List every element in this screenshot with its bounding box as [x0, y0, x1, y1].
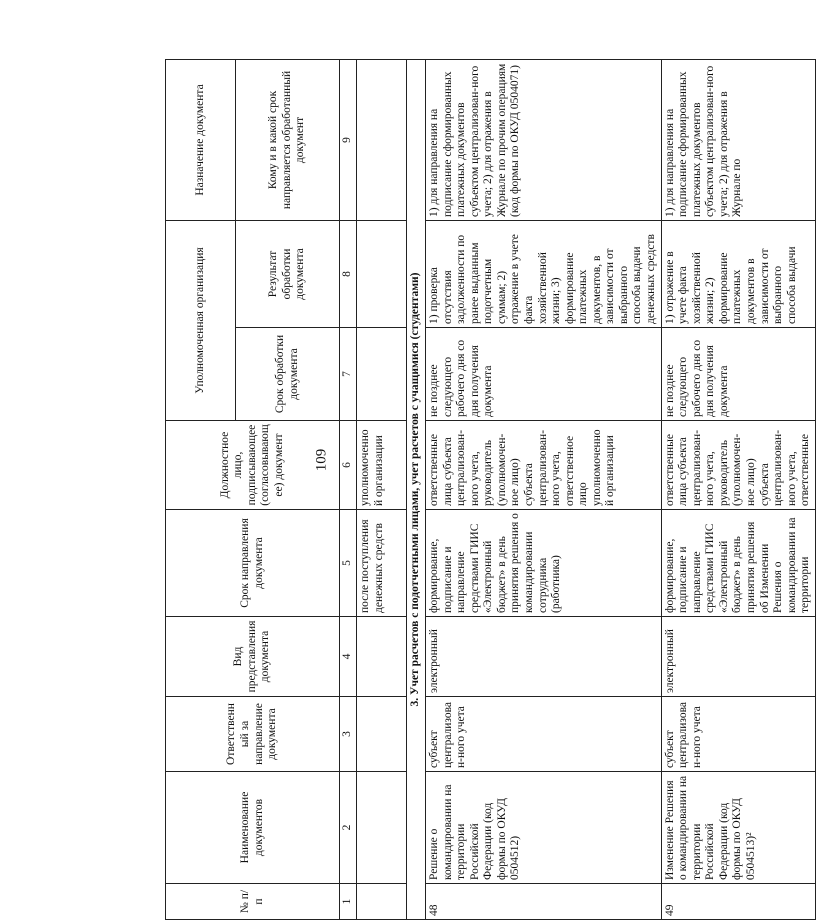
row-responsible: субъект централизован-ного учета: [661, 697, 815, 772]
cont-empty: [357, 884, 407, 920]
row-responsible: субъект централизован-ного учета: [426, 697, 662, 772]
cont-empty: [357, 59, 407, 220]
rotated-table-wrapper: [165, 60, 812, 920]
header-recipient: Кому и в какой срок направляется обработанный документ: [236, 59, 340, 220]
header-view: Вид представления документа: [166, 617, 340, 697]
page-number: 109: [313, 448, 330, 472]
column-number: 1: [340, 884, 357, 920]
column-number: 4: [340, 617, 357, 697]
cont-empty: [357, 772, 407, 884]
header-purpose: Назначение документа: [166, 59, 236, 220]
cont-empty: [357, 328, 407, 421]
header-name: Наименование документов: [166, 772, 340, 884]
cont-empty: [357, 697, 407, 772]
header-responsible: Ответственный за направление документа: [166, 697, 340, 772]
column-number: 9: [340, 59, 357, 220]
row-num: 48: [426, 884, 662, 920]
row-recipient: 1) для направления на подписание сформированных платежных документов субъектом централизован-ного учета; 2) для отражения в Журнале по: [661, 59, 815, 220]
documents-table: [165, 59, 816, 920]
table-row: [661, 59, 815, 919]
row-recipient: 1) для направления на подписание сформированных платежных документов субъектом централизован-ного учета; 2) для отражения в Журнале по прочим операциям (код формы по ОКУД 0504071): [426, 59, 662, 220]
header-processing-term: Срок обработки документа: [236, 328, 340, 421]
continuation-row: [357, 59, 407, 919]
header-official: Должностное лицо, подписывающее (согласовывающее) документ: [166, 421, 340, 510]
column-number: 5: [340, 510, 357, 617]
row-view: электронный: [426, 617, 662, 697]
header-authorized-org: Уполномоченная организация: [166, 220, 236, 420]
row-processing-term: не позднее следующего рабочего дня со дня получения документа: [426, 328, 662, 421]
header-term: Срок направления документа: [166, 510, 340, 617]
section-row: [407, 59, 426, 919]
row-num: 49: [661, 884, 815, 920]
column-number: 6: [340, 421, 357, 510]
row-name: Решение о командировании на территории Российской Федерации (код формы по ОКУД 0504512): [426, 772, 662, 884]
cont-term: после поступления денежных средств: [357, 510, 407, 617]
row-term: формирование, подписание и направление средствами ГИИС «Электронный бюджет» в день принятия решения о командировании сотрудника (работника): [426, 510, 662, 617]
column-number: 7: [340, 328, 357, 421]
row-name: Изменение Решения о командировании на территории Российской Федерации (код формы по ОКУД 0504513)²: [661, 772, 815, 884]
column-number: 2: [340, 772, 357, 884]
header-num: № п/п: [166, 884, 340, 920]
header-row-1: [166, 59, 236, 919]
row-official: ответственные лица субъекта централизован-ного учета, руководитель (уполномочен-ное лицо) субъекта централизован-ного учета, ответственные: [661, 421, 815, 510]
cont-empty: [357, 220, 407, 327]
column-number: 8: [340, 220, 357, 327]
table-row: [426, 59, 662, 919]
cont-empty: [357, 617, 407, 697]
header-processing-result: Результат обработки документа: [236, 220, 340, 327]
row-processing-term: не позднее следующего рабочего дня со дня получения документа: [661, 328, 815, 421]
column-number: 3: [340, 697, 357, 772]
cont-official: уполномоченной организации: [357, 421, 407, 510]
row-view: электронный: [661, 617, 815, 697]
row-official: ответственные лица субъекта централизован-ного учета, руководитель (уполномочен-ное лицо) субъекта централизован-ного учета, ответственное лицо уполномоченной организации: [426, 421, 662, 510]
row-term: формирование, подписание и направление средствами ГИИС «Электронный бюджет» в день принятия решения об Изменении Решения о командировании на территории: [661, 510, 815, 617]
column-numbers-row: [340, 59, 357, 919]
section-title: 3. Учет расчетов с подотчетными лицами, учет расчетов с учащимися (студентами): [407, 59, 426, 919]
row-processing-result: 1) отражение в учете факта хозяйственной жизни; 2) формирование платежных документов в зависимости от выбранного способа выдачи: [661, 220, 815, 327]
row-processing-result: 1) проверка отсутствия задолженности по ранее выданным подотчетным суммам; 2) отражение в учете факта хозяйственной жизни; 3) формирование платежных документов, в зависимости от выбранного способа выдачи денежных средств: [426, 220, 662, 327]
